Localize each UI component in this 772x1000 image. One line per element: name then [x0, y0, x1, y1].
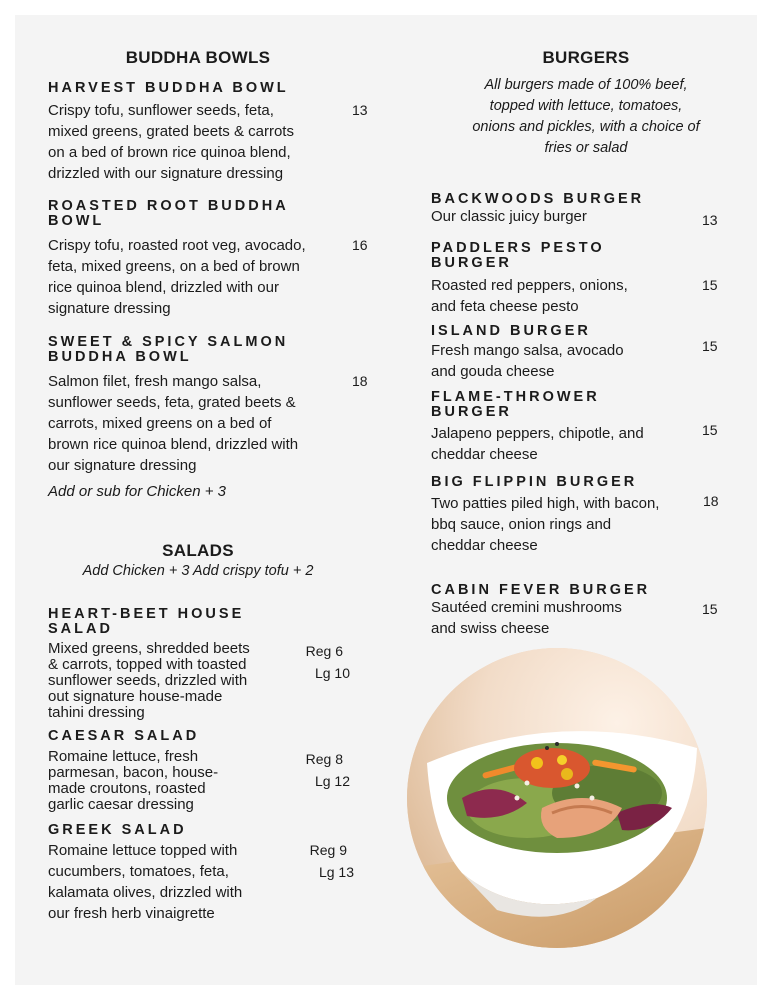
item-name-line-1: FLAME-THROWER [431, 389, 600, 405]
salad-bowl-illustration [407, 648, 707, 948]
item-name-line-2: SALAD [48, 621, 113, 637]
item-description: Crispy tofu, roasted root veg, avocado, feta, mixed greens, on a bed of brown rice quinoa blend, drizzled with our signature dressing [48, 237, 306, 317]
menu-item-sweet-spicy-salmon-buddha-bowl [48, 334, 378, 474]
item-price: 18 [352, 373, 368, 389]
buddha-bowls-title: BUDDHA BOWLS [125, 48, 271, 67]
item-description: Roasted red peppers, onions, and feta cheese pesto [431, 277, 628, 315]
menu-item-heart-beet-house-salad [48, 606, 378, 721]
menu-page [15, 15, 757, 985]
item-description: Salmon filet, fresh mango salsa, sunflower seeds, feta, grated beets & carrots, mixed greens on a bed of brown rice quinoa blend, drizzled with our signature dressing [48, 373, 299, 474]
item-name-line-1: HEART-BEET HOUSE [48, 606, 245, 622]
item-price: 15 [702, 338, 718, 354]
item-name: HARVEST BUDDHA BOWL [48, 80, 289, 96]
item-name: BACKWOODS BURGER [431, 191, 645, 207]
menu-item-flame-thrower-burger [431, 389, 721, 463]
item-description: Romaine lettuce topped with cucumbers, tomatoes, feta, kalamata olives, drizzled with our fresh herb vinaigrette [48, 842, 243, 922]
item-price-large: Lg 12 [314, 773, 350, 789]
item-description: Our classic juicy burger [431, 208, 587, 225]
buddha-bowl-photo [407, 648, 707, 948]
item-name: GREEK SALAD [48, 822, 187, 838]
item-description: Mixed greens, shredded beets & carrots, topped with toasted sunflower seeds, drizzled with out signature house-made tahini dressing [48, 640, 250, 721]
menu-item-paddlers-pesto-burger [431, 240, 721, 315]
menu-item-harvest-buddha-bowl [48, 80, 378, 182]
item-name-line-2: BURGER [431, 255, 512, 271]
item-name: CABIN FEVER BURGER [431, 582, 651, 598]
item-name-line-1: ROASTED ROOT BUDDHA [48, 198, 289, 214]
item-price-regular: Reg 9 [309, 842, 347, 858]
item-price-regular: Reg 8 [305, 751, 343, 767]
item-name-line-1: SWEET & SPICY SALMON [48, 334, 289, 350]
item-description: Sautéed cremini mushrooms and swiss cheese [431, 599, 622, 637]
item-description: Two patties piled high, with bacon, bbq sauce, onion rings and cheddar cheese [431, 495, 660, 554]
menu-item-island-burger [431, 323, 721, 380]
menu-item-caesar-salad [48, 728, 378, 813]
item-description: Jalapeno peppers, chipotle, and cheddar cheese [431, 425, 644, 463]
item-description: Fresh mango salsa, avocado and gouda cheese [431, 342, 624, 380]
item-price-regular: Reg 6 [305, 643, 343, 659]
item-price: 16 [352, 237, 368, 253]
item-name: CAESAR SALAD [48, 728, 200, 744]
item-price: 13 [702, 212, 718, 228]
salads-title: SALADS [162, 541, 234, 560]
buddha-bowls-note: Add or sub for Chicken + 3 [48, 483, 227, 500]
item-name-line-2: BOWL [48, 213, 105, 229]
burgers-subtitle: All burgers made of 100% beef, topped with lettuce, tomatoes, onions and pickles, with a choice of fries or salad [472, 77, 700, 156]
item-name-line-2: BUDDHA BOWL [48, 349, 192, 365]
burgers-title: BURGERS [542, 48, 630, 67]
item-price: 15 [702, 422, 718, 438]
menu-item-cabin-fever-burger [431, 582, 721, 637]
salads-subtitle: Add Chicken + 3 Add crispy tofu + 2 [82, 563, 314, 579]
item-price: 15 [702, 601, 718, 617]
item-price-large: Lg 13 [318, 864, 354, 880]
item-price-large: Lg 10 [314, 665, 350, 681]
item-price: 18 [703, 493, 719, 509]
menu-item-greek-salad [48, 822, 378, 922]
menu-item-backwoods-burger [431, 191, 721, 228]
item-name: BIG FLIPPIN BURGER [431, 474, 638, 490]
item-price: 15 [702, 277, 718, 293]
item-name: ISLAND BURGER [431, 323, 591, 339]
item-name-line-2: BURGER [431, 404, 512, 420]
menu-item-big-flippin-burger [431, 474, 731, 554]
item-description: Romaine lettuce, fresh parmesan, bacon, house- made croutons, roasted garlic caesar dressing [48, 748, 219, 813]
menu-item-roasted-root-buddha-bowl [48, 198, 378, 317]
item-price: 13 [352, 102, 368, 118]
item-description: Crispy tofu, sunflower seeds, feta, mixed greens, grated beets & carrots on a bed of brown rice quinoa blend, drizzled with our signature dressing [48, 102, 294, 182]
item-name-line-1: PADDLERS PESTO [431, 240, 605, 256]
